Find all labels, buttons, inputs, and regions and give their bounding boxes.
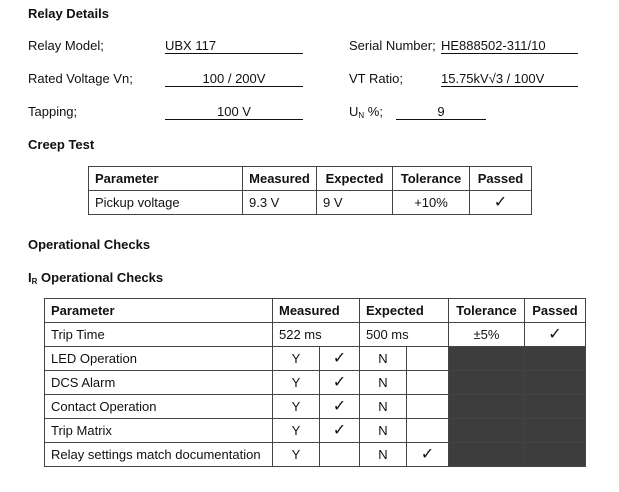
- cell-expected: N: [360, 371, 407, 395]
- cell-tolerance: ±5%: [449, 323, 525, 347]
- cell-expected: N: [360, 395, 407, 419]
- ir-operational-checks-heading: [28, 270, 163, 286]
- cell-shaded: [525, 419, 586, 443]
- check-icon: ✓: [470, 191, 532, 215]
- header-tolerance: Tolerance: [393, 167, 470, 191]
- table-row: [45, 371, 586, 395]
- check-icon: [407, 347, 449, 371]
- ir-operational-table: [44, 298, 586, 467]
- un-label-sub: N: [358, 111, 365, 120]
- relay-model-value: UBX 117: [165, 38, 303, 54]
- table-header-row: [89, 167, 532, 191]
- cell-parameter: Relay settings match documentation: [45, 443, 273, 467]
- operational-checks-heading: Operational Checks: [28, 237, 151, 252]
- header-measured: Measured: [243, 167, 317, 191]
- un-percent-value: 9: [396, 104, 486, 120]
- cell-shaded: [449, 419, 525, 443]
- header-passed: Passed: [525, 299, 586, 323]
- cell-shaded: [449, 371, 525, 395]
- header-tolerance: Tolerance: [449, 299, 525, 323]
- cell-measured: 9.3 V: [243, 191, 317, 215]
- header-expected: Expected: [360, 299, 449, 323]
- cell-shaded: [525, 371, 586, 395]
- tapping-label: Tapping;: [28, 104, 78, 119]
- cell-shaded: [449, 443, 525, 467]
- header-measured: Measured: [273, 299, 360, 323]
- check-icon: ✓: [320, 419, 360, 443]
- cell-expected: 9 V: [317, 191, 393, 215]
- table-row: [45, 395, 586, 419]
- vt-ratio-label: VT Ratio;: [349, 71, 403, 86]
- un-percent-label: [349, 104, 383, 120]
- cell-shaded: [449, 347, 525, 371]
- cell-measured: Y: [273, 443, 320, 467]
- check-icon: ✓: [320, 395, 360, 419]
- cell-parameter: Contact Operation: [45, 395, 273, 419]
- un-label-rest: %;: [364, 104, 383, 119]
- cell-shaded: [525, 395, 586, 419]
- cell-measured: Y: [273, 395, 320, 419]
- ir-heading-rest: Operational Checks: [37, 270, 164, 285]
- cell-parameter: LED Operation: [45, 347, 273, 371]
- cell-expected: N: [360, 347, 407, 371]
- table-row: [45, 323, 586, 347]
- serial-number-value: HE888502-311/10: [441, 38, 578, 54]
- check-icon: ✓: [320, 371, 360, 395]
- rated-voltage-value: 100 / 200V: [165, 71, 303, 87]
- relay-details-heading: Relay Details: [28, 6, 109, 21]
- header-expected: Expected: [317, 167, 393, 191]
- un-label-main: U: [349, 104, 359, 119]
- cell-parameter: DCS Alarm: [45, 371, 273, 395]
- rated-voltage-label: Rated Voltage Vn;: [28, 71, 133, 86]
- check-icon: [407, 371, 449, 395]
- table-row: [45, 347, 586, 371]
- tapping-value: 100 V: [165, 104, 303, 120]
- cell-shaded: [525, 443, 586, 467]
- table-row: [45, 443, 586, 467]
- relay-model-label: Relay Model;: [28, 38, 104, 53]
- serial-number-label: Serial Number;: [349, 38, 436, 53]
- creep-test-table: [88, 166, 532, 215]
- cell-expected: 500 ms: [360, 323, 449, 347]
- cell-parameter: Trip Time: [45, 323, 273, 347]
- table-row: [89, 191, 532, 215]
- header-parameter: Parameter: [89, 167, 243, 191]
- check-icon: [320, 443, 360, 467]
- cell-measured: 522 ms: [273, 323, 360, 347]
- table-row: [45, 419, 586, 443]
- cell-parameter: Pickup voltage: [89, 191, 243, 215]
- cell-measured: Y: [273, 347, 320, 371]
- vt-ratio-value: 15.75kV√3 / 100V: [441, 71, 578, 87]
- cell-expected: N: [360, 443, 407, 467]
- header-passed: Passed: [470, 167, 532, 191]
- cell-parameter: Trip Matrix: [45, 419, 273, 443]
- creep-test-heading: Creep Test: [28, 137, 95, 152]
- cell-tolerance: +10%: [393, 191, 470, 215]
- check-icon: ✓: [320, 347, 360, 371]
- cell-shaded: [449, 395, 525, 419]
- cell-expected: N: [360, 419, 407, 443]
- ir-heading-main: I: [28, 270, 32, 285]
- cell-measured: Y: [273, 419, 320, 443]
- header-parameter: Parameter: [45, 299, 273, 323]
- check-icon: ✓: [525, 323, 586, 347]
- check-icon: [407, 395, 449, 419]
- cell-measured: Y: [273, 371, 320, 395]
- table-header-row: [45, 299, 586, 323]
- check-icon: [407, 419, 449, 443]
- cell-shaded: [525, 347, 586, 371]
- check-icon: ✓: [407, 443, 449, 467]
- ir-heading-sub: R: [31, 277, 38, 286]
